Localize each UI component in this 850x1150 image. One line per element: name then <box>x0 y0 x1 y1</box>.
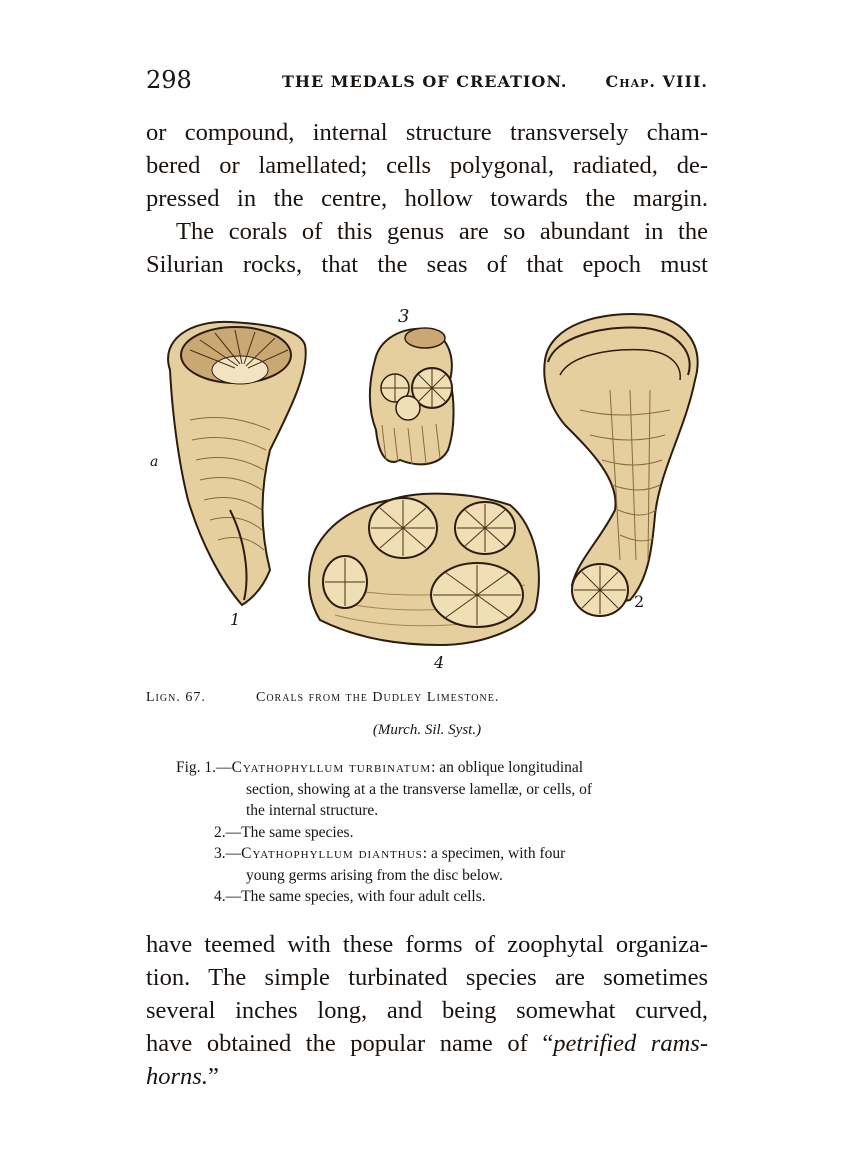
text-line: Silurian rocks, that the seas of that epoch must <box>146 251 708 278</box>
text-line: bered or lamellated; cells polygonal, radiated, de- <box>146 152 708 179</box>
text-line: pressed in the centre, hollow towards the margin. <box>146 185 708 212</box>
figure-label-2: 2 <box>634 592 645 611</box>
coral-fig-1 <box>168 322 306 605</box>
note-text: the internal structure. <box>246 802 379 819</box>
text-line: The corals of this genus are so abundant in the <box>176 218 708 245</box>
running-title: THE MEDALS OF CREATION. <box>282 72 568 91</box>
note-text: : an oblique longitudinal <box>431 759 584 776</box>
page-number: 298 <box>146 66 192 94</box>
note-text: section, showing at a the transverse lamellæ, or cells, of <box>246 780 593 798</box>
note-text: young germs arising from the disc below. <box>246 866 503 884</box>
note-text: : a specimen, with four <box>422 845 566 862</box>
coral-fig-2 <box>544 314 697 616</box>
paragraph-top <box>146 116 708 281</box>
figure-label-1: 1 <box>230 610 241 629</box>
running-header <box>146 66 708 96</box>
note-fig-2: 2.—The same species. <box>214 823 354 841</box>
note-fig-4: 4.—The same species, with four adult cells. <box>214 888 486 905</box>
figure-label-4: 4 <box>434 653 445 672</box>
text-fragment: ” <box>207 1063 219 1090</box>
text-line: tion. The simple turbinated species are sometimes <box>146 964 708 991</box>
figure-label-3: 3 <box>398 306 410 327</box>
quoted-phrase: petrified rams- <box>553 1030 708 1057</box>
paragraph-bottom <box>146 928 708 1093</box>
figure-title: Corals from the Dudley Limestone. <box>256 690 500 705</box>
note-fig-1 <box>176 757 676 822</box>
text-line: or compound, internal structure transversely cham- <box>146 119 708 146</box>
coral-illustration <box>150 300 710 680</box>
text-line: several inches long, and being somewhat curved, <box>146 997 708 1024</box>
figure-number: Lign. 67. <box>146 690 206 705</box>
coral-fig-3 <box>370 328 454 464</box>
figure-source: (Murch. Sil. Syst.) <box>372 722 482 738</box>
coral-fig-4 <box>309 494 539 645</box>
text-fragment: have obtained the popular name of “ <box>146 1030 554 1057</box>
chapter-label: Chap. VIII. <box>605 72 708 91</box>
note-fig-3 <box>176 843 676 886</box>
coral-figure-svg <box>150 300 710 680</box>
species-name: Cyathophyllum turbinatum <box>231 759 432 776</box>
figure-notes <box>176 757 676 908</box>
text-line <box>146 1027 708 1060</box>
quoted-phrase: horns. <box>146 1063 208 1090</box>
text-line <box>146 1060 708 1093</box>
figure-label-a: a <box>150 454 159 470</box>
note-prefix: Fig. 1.— <box>176 759 232 776</box>
species-name: Cyathophyllum dianthus <box>241 845 423 862</box>
note-prefix: 3.— <box>214 845 242 862</box>
text-line: have teemed with these forms of zoophytal organiza- <box>146 931 708 958</box>
